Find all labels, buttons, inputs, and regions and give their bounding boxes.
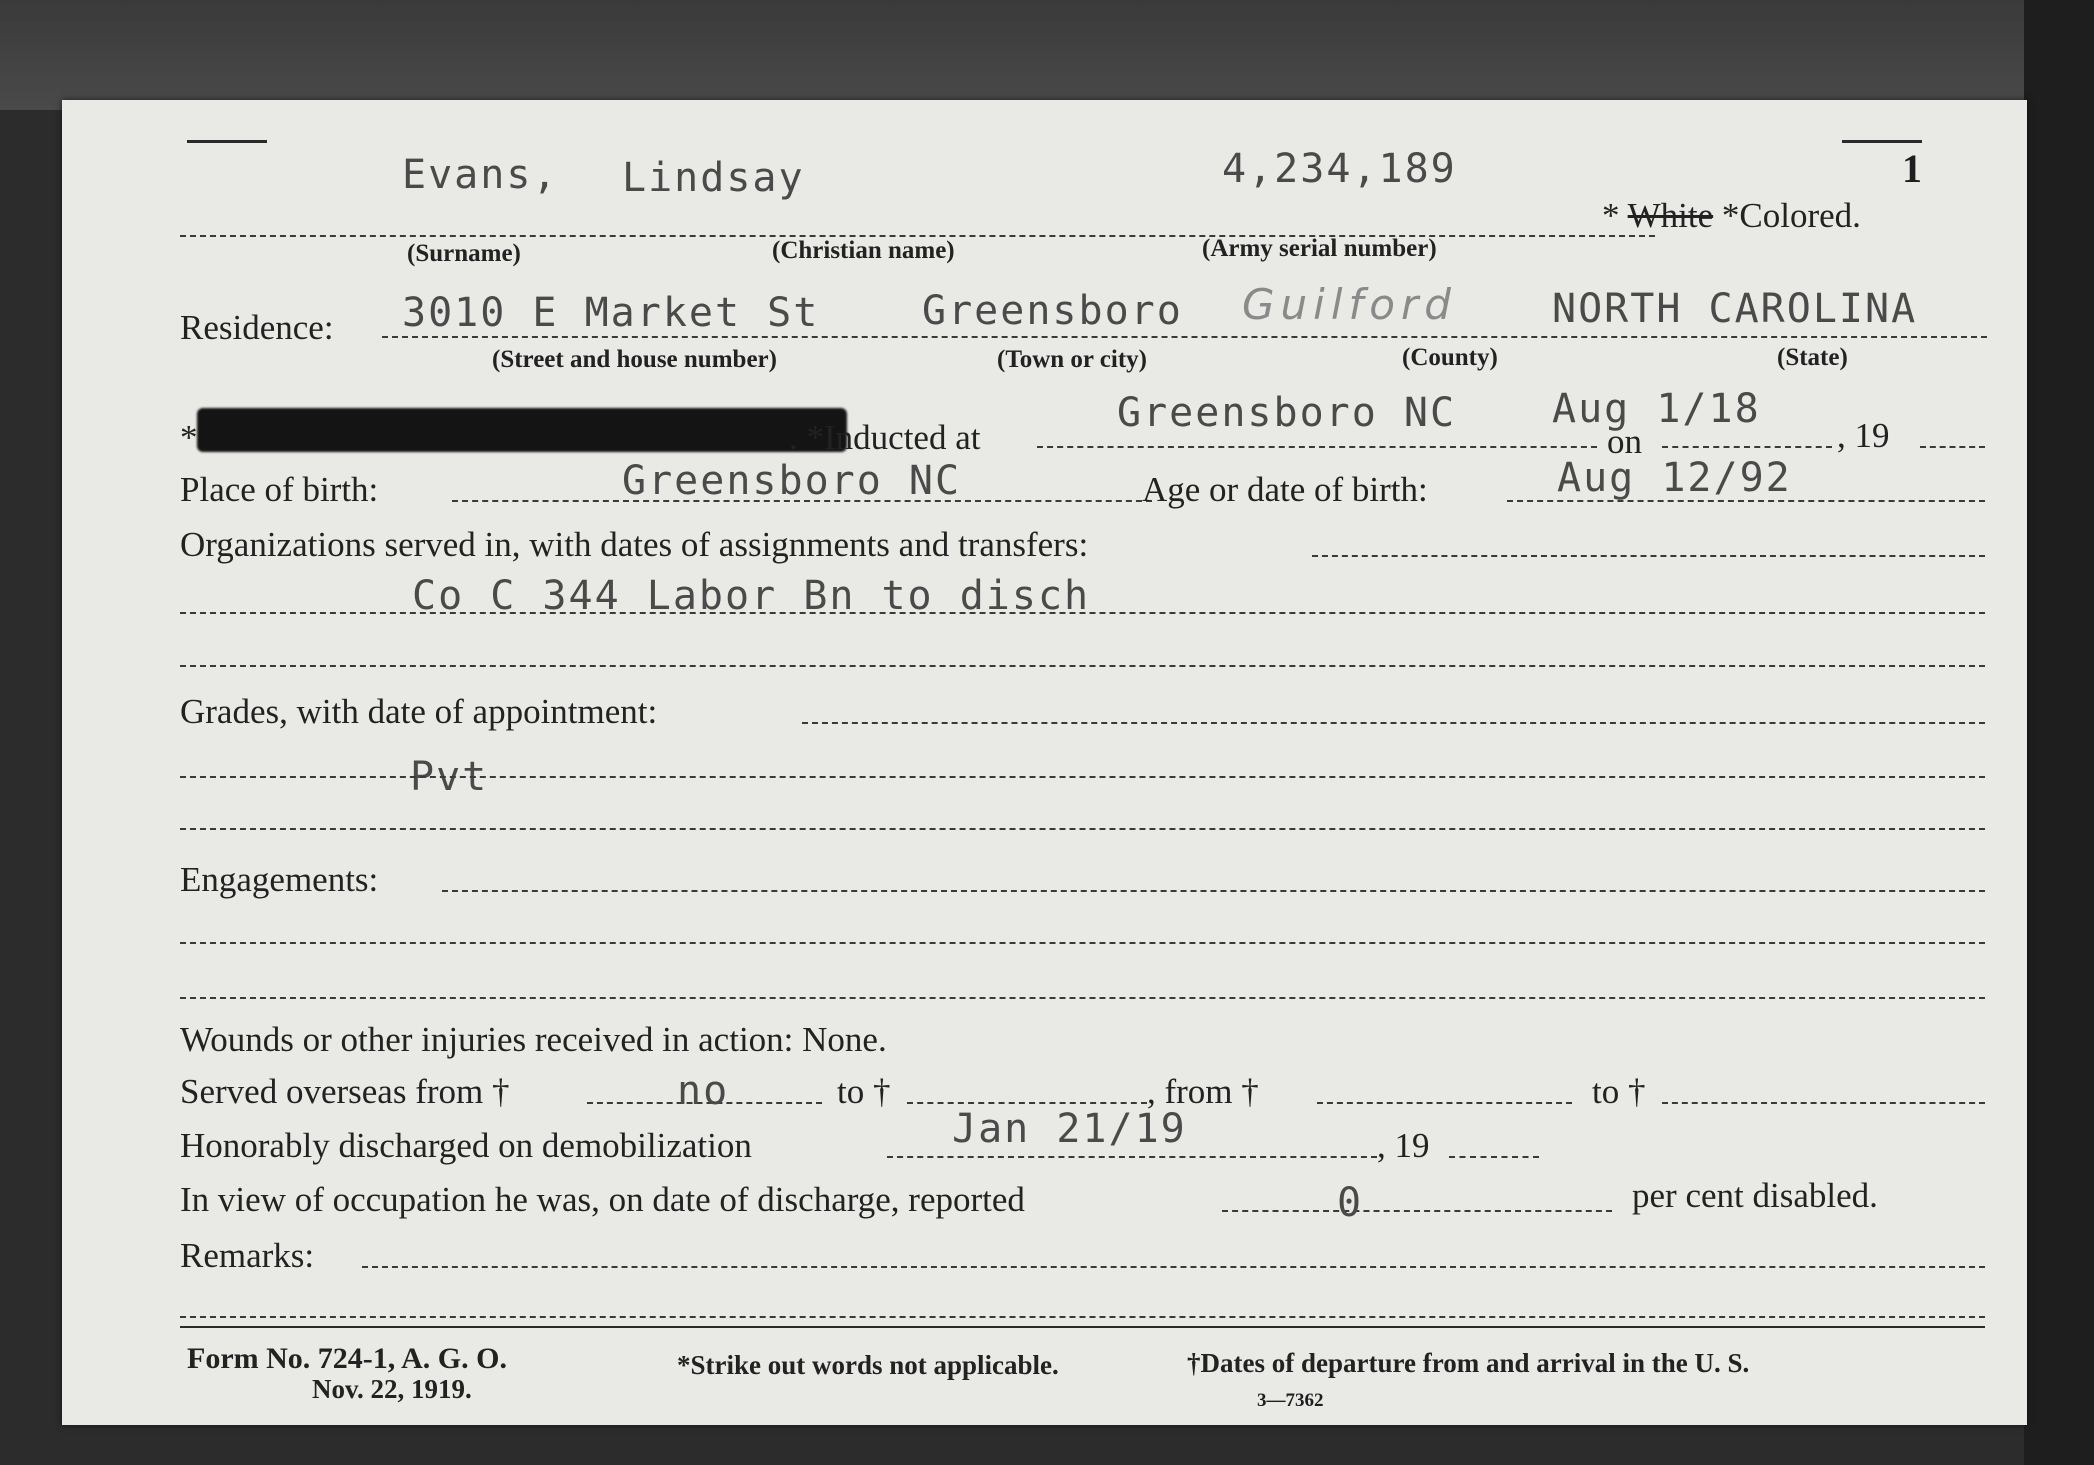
inducted-year-line	[1920, 446, 1985, 448]
grades-line-3	[180, 828, 1985, 830]
remarks-label: Remarks:	[180, 1236, 315, 1275]
engagements-line-1	[442, 890, 1985, 892]
discharge-line	[887, 1156, 1377, 1158]
top-right-rule	[1842, 140, 1922, 143]
discharge-label: Honorably discharged on demobilization	[180, 1126, 752, 1165]
residence-label: Residence:	[180, 308, 334, 347]
caption-surname: (Surname)	[407, 240, 521, 267]
caption-town: (Town or city)	[997, 346, 1147, 373]
serial-number-value: 4,234,189	[1222, 146, 1457, 192]
strike-note: *Strike out words not applicable.	[677, 1350, 1059, 1380]
background-right-edge	[2024, 0, 2094, 1465]
discharge-year-line	[1449, 1156, 1539, 1158]
form-number: Form No. 724-1, A. G. O.	[187, 1342, 507, 1375]
inducted-year: , 19	[1837, 416, 1890, 455]
residence-line	[382, 336, 1987, 338]
inducted-place: Greensboro NC	[1117, 390, 1457, 436]
redaction-bar	[197, 408, 847, 452]
remarks-line-2	[180, 1316, 1985, 1318]
age-label: Age or date of birth:	[1142, 470, 1428, 509]
grades-line-2	[180, 776, 1985, 778]
overseas-to-label: to †	[837, 1072, 891, 1111]
disability-value: 0	[1337, 1180, 1364, 1226]
card-number: 1	[1902, 146, 1922, 191]
birth-date-value: Aug 12/92	[1557, 455, 1792, 501]
footer-rule	[180, 1326, 1985, 1328]
surname-value: Evans,	[402, 152, 559, 198]
grades-line-1	[802, 722, 1985, 724]
top-left-rule	[187, 140, 267, 143]
discharge-year: , 19	[1377, 1126, 1430, 1165]
race-white-struck: White	[1627, 196, 1714, 235]
birth-place-label: Place of birth:	[180, 470, 379, 509]
organizations-line-2	[180, 612, 1985, 614]
birth-date-line	[1507, 500, 1985, 502]
inducted-line	[1037, 446, 1597, 448]
inducted-date-line	[1662, 446, 1832, 448]
grades-value: Pvt	[410, 754, 489, 800]
form-date: Nov. 22, 1919.	[312, 1374, 472, 1404]
discharge-date: Jan 21/19	[952, 1106, 1187, 1152]
organizations-line-3	[180, 665, 1985, 667]
caption-serial-number: (Army serial number)	[1202, 235, 1437, 262]
inducted-date: Aug 1/18	[1552, 386, 1761, 432]
overseas-to-line	[907, 1102, 1147, 1104]
service-record-card	[62, 100, 2027, 1425]
print-code: 3—7362	[1257, 1390, 1324, 1411]
overseas-from-label: Served overseas from †	[180, 1072, 510, 1111]
wounds-text: Wounds or other injuries received in action: None.	[180, 1020, 887, 1059]
disability-line	[1222, 1210, 1612, 1212]
disability-label: In view of occupation he was, on date of discharge, reported	[180, 1180, 1025, 1219]
caption-county: (County)	[1402, 344, 1498, 371]
race-options	[1602, 196, 1861, 236]
overseas-from2-line	[1317, 1102, 1572, 1104]
dagger-note: †Dates of departure from and arrival in the U. S.	[1187, 1348, 1750, 1378]
race-asterisk-2: *	[1721, 196, 1740, 235]
organizations-value: Co C 344 Labor Bn to disch	[412, 573, 1091, 619]
christian-name-value: Lindsay	[622, 155, 805, 201]
caption-state: (State)	[1777, 344, 1848, 371]
engagements-label: Engagements:	[180, 860, 379, 899]
background-top	[0, 0, 2094, 110]
caption-street: (Street and house number)	[492, 346, 777, 373]
inducted-label: . *Inducted at	[789, 418, 981, 457]
remarks-line-1	[362, 1266, 1985, 1268]
overseas-to2-label: to †	[1592, 1072, 1646, 1111]
birth-place-line	[452, 500, 1152, 502]
enlisted-asterisk: *	[180, 418, 198, 457]
race-asterisk: *	[1602, 196, 1620, 235]
organizations-line-1	[1312, 555, 1985, 557]
overseas-from2-label: , from †	[1147, 1072, 1259, 1111]
residence-town: Greensboro	[922, 288, 1183, 334]
residence-street: 3010 E Market St	[402, 290, 820, 336]
overseas-from-value: no	[677, 1068, 730, 1114]
residence-state: NORTH CAROLINA	[1552, 286, 1918, 332]
birth-place-value: Greensboro NC	[622, 458, 962, 504]
engagements-line-2	[180, 942, 1985, 944]
grades-label: Grades, with date of appointment:	[180, 692, 658, 731]
organizations-label: Organizations served in, with dates of assignments and transfers:	[180, 525, 1089, 564]
residence-county: Guilford	[1242, 280, 1457, 329]
disability-suffix: per cent disabled.	[1632, 1176, 1878, 1215]
caption-christian-name: (Christian name)	[772, 237, 955, 264]
inducted-on-label: on	[1607, 422, 1642, 461]
engagements-line-3	[180, 997, 1985, 999]
overseas-to2-line	[1662, 1102, 1985, 1104]
race-colored: Colored.	[1739, 196, 1861, 235]
